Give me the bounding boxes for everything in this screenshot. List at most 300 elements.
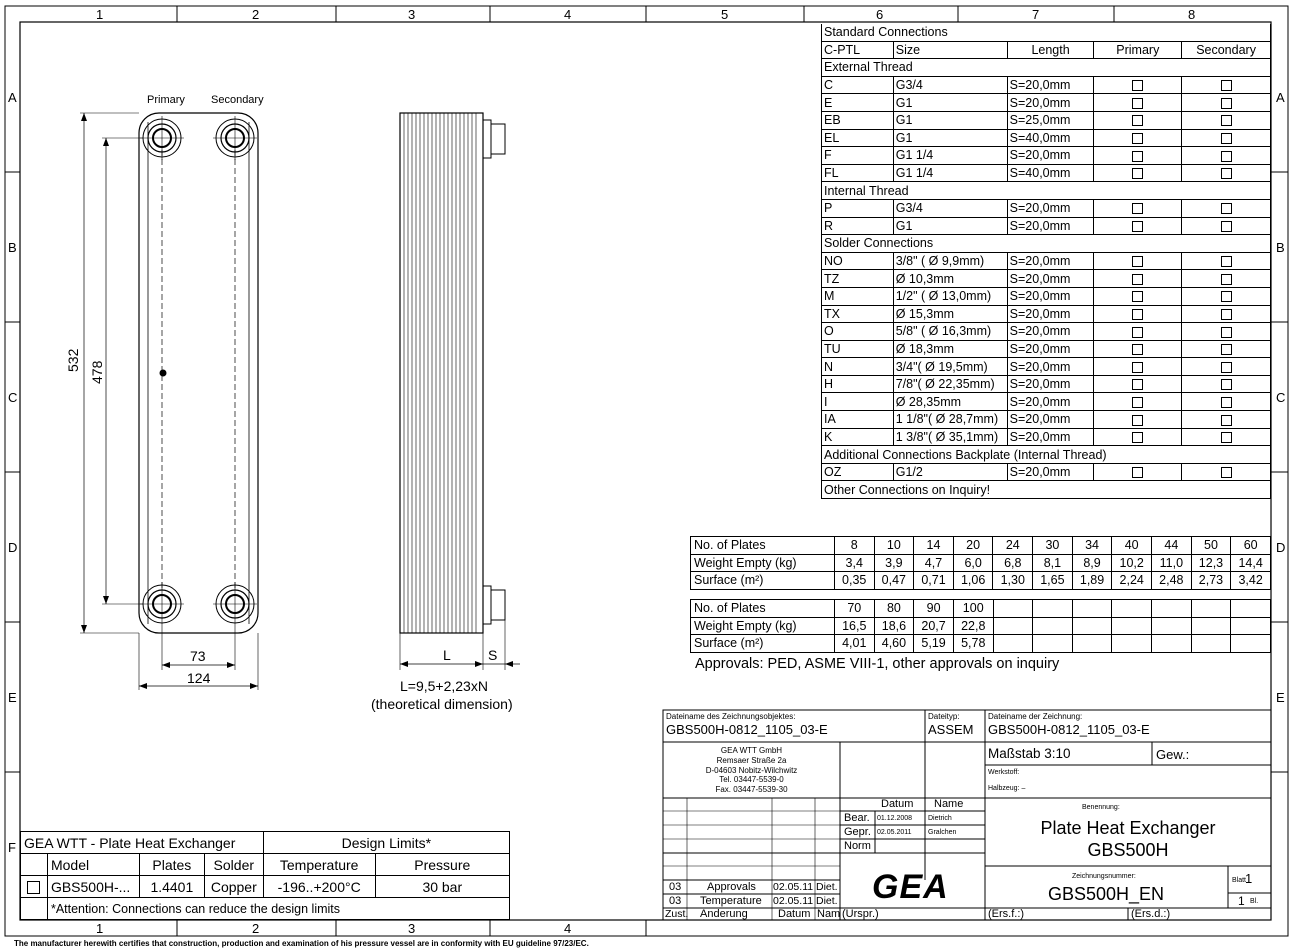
primary-checkbox[interactable] xyxy=(1132,274,1143,285)
col-label-4: 4 xyxy=(564,7,572,22)
col-label-bottom-2: 2 xyxy=(252,921,260,936)
design-limits-heading: Design Limits* xyxy=(263,832,509,854)
front-view xyxy=(80,113,258,690)
secondary-checkbox[interactable] xyxy=(1221,80,1232,91)
solder-value: Copper xyxy=(204,876,263,898)
cell: 1,89 xyxy=(1072,572,1112,590)
length: S=20,0mm xyxy=(1007,375,1094,393)
cell xyxy=(1112,600,1152,618)
connections-title: Standard Connections xyxy=(822,24,1271,41)
secondary-checkbox[interactable] xyxy=(1221,432,1232,443)
row-label-right-b: B xyxy=(1276,240,1285,255)
secondary-checkbox[interactable] xyxy=(1221,344,1232,355)
primary-checkbox[interactable] xyxy=(1132,98,1143,109)
size: 3/4"( Ø 19,5mm) xyxy=(893,358,1007,376)
size: 1 1/8"( Ø 28,7mm) xyxy=(893,411,1007,429)
length: S=20,0mm xyxy=(1007,217,1094,235)
revision-1-zust: 03 xyxy=(669,881,682,893)
designation xyxy=(985,817,1271,861)
length: S=40,0mm xyxy=(1007,129,1094,147)
header-plates: Plates xyxy=(139,854,204,876)
header-length: Length xyxy=(1007,41,1094,59)
connection-row xyxy=(822,393,1271,411)
drawing-filename-value: GBS500H-0812_1105_03-E xyxy=(988,722,1150,737)
gepr-label: Gepr. xyxy=(844,826,871,838)
revision-2-name: Diet. xyxy=(816,895,838,907)
row-label: Surface (m²) xyxy=(691,635,835,653)
code: E xyxy=(822,94,894,112)
size: G1 1/4 xyxy=(893,164,1007,182)
plates-table-2 xyxy=(690,599,1271,653)
secondary-checkbox[interactable] xyxy=(1221,415,1232,426)
col-label-7: 7 xyxy=(1032,7,1040,22)
col-label-2: 2 xyxy=(252,7,260,22)
cell: 0,71 xyxy=(914,572,954,590)
connection-row xyxy=(822,428,1271,446)
cell: 30 xyxy=(1033,537,1073,555)
drawing-number: GBS500H_EN xyxy=(1048,884,1165,904)
cell: 8,1 xyxy=(1033,554,1073,572)
cell xyxy=(1112,635,1152,653)
group-solder-connections: Solder Connections xyxy=(822,235,1271,253)
cell xyxy=(1152,600,1192,618)
cell: 100 xyxy=(953,600,993,618)
code: TZ xyxy=(822,270,894,288)
length: S=20,0mm xyxy=(1007,428,1094,446)
sheet-count: 1 xyxy=(1238,894,1245,908)
cell: 5,19 xyxy=(914,635,954,653)
col-label-6: 6 xyxy=(876,7,884,22)
cell: 40 xyxy=(1112,537,1152,555)
cell: 14 xyxy=(914,537,954,555)
connection-row xyxy=(822,323,1271,341)
drawing-filename-label: Dateiname der Zeichnung: xyxy=(988,712,1083,721)
gepr-name: Gralchen xyxy=(928,829,957,836)
cell xyxy=(1191,617,1231,635)
col-label-1: 1 xyxy=(96,7,104,22)
model-row xyxy=(21,876,510,898)
replaces-label: (Ers.f.:) xyxy=(988,908,1025,920)
cell: 3,4 xyxy=(834,554,874,572)
design-limits-title: GEA WTT - Plate Heat Exchanger xyxy=(21,832,264,854)
dim-s: S xyxy=(488,647,498,663)
revision-1-change: Approvals xyxy=(707,881,756,893)
rev-header-date: Datum xyxy=(778,908,811,920)
primary-checkbox[interactable] xyxy=(1132,467,1143,478)
length: S=20,0mm xyxy=(1007,463,1094,481)
cell: 1,06 xyxy=(953,572,993,590)
connection-row xyxy=(822,94,1271,112)
dim-height-ports: 478 xyxy=(89,360,105,384)
primary-checkbox[interactable] xyxy=(1132,415,1143,426)
original-label: (Urspr.) xyxy=(842,908,879,920)
material-label: Werkstoff: xyxy=(988,769,1020,776)
cell: 22,8 xyxy=(953,617,993,635)
size: G3/4 xyxy=(893,76,1007,94)
norm-label: Norm xyxy=(844,840,871,852)
approvals-text: Approvals: PED, ASME VIII-1, other approvals on inquiry xyxy=(695,656,1060,672)
secondary-checkbox[interactable] xyxy=(1221,256,1232,267)
rev-header-change: Änderung xyxy=(700,908,748,920)
cell: 11,0 xyxy=(1152,554,1192,572)
code: P xyxy=(822,199,894,217)
dim-width-ports: 73 xyxy=(190,648,206,664)
size: G3/4 xyxy=(893,199,1007,217)
cell: 0,47 xyxy=(874,572,914,590)
row-label-d: D xyxy=(8,540,18,555)
primary-checkbox[interactable] xyxy=(1132,397,1143,408)
cell: 1,65 xyxy=(1033,572,1073,590)
size: G1 1/4 xyxy=(893,147,1007,165)
row-label: Surface (m²) xyxy=(691,572,835,590)
code: R xyxy=(822,217,894,235)
connection-row xyxy=(822,111,1271,129)
row-label-right-e: E xyxy=(1276,690,1285,705)
designation-line-1: Plate Heat Exchanger xyxy=(1040,818,1216,838)
length: S=20,0mm xyxy=(1007,340,1094,358)
cell: 18,6 xyxy=(874,617,914,635)
code: K xyxy=(822,428,894,446)
header-solder: Solder xyxy=(204,854,263,876)
length: S=40,0mm xyxy=(1007,164,1094,182)
semi-finished-label: Halbzeug: – xyxy=(988,785,1026,792)
connection-row xyxy=(822,270,1271,288)
conformity-note: The manufacturer herewith certifies that construction, production and examination of his pressure vessel are in conformity with EU guideline 97/23/EC. xyxy=(14,939,589,948)
size: Ø 18,3mm xyxy=(893,340,1007,358)
revision-2-date: 02.05.11 xyxy=(773,895,814,907)
cell: 6,0 xyxy=(953,554,993,572)
secondary-checkbox[interactable] xyxy=(1221,115,1232,126)
code: OZ xyxy=(822,463,894,481)
row-label-right-c: C xyxy=(1276,390,1286,405)
bear-label: Bear. xyxy=(844,812,870,824)
cell xyxy=(993,617,1033,635)
cell xyxy=(1231,617,1271,635)
plates-row xyxy=(691,537,1271,555)
length: S=20,0mm xyxy=(1007,323,1094,341)
code: H xyxy=(822,375,894,393)
size: G1 xyxy=(893,217,1007,235)
company-street: Remsaer Straße 2a xyxy=(716,755,787,765)
size: G1 xyxy=(893,129,1007,147)
connection-row xyxy=(822,199,1271,217)
code: M xyxy=(822,287,894,305)
row-label-right-d: D xyxy=(1276,540,1286,555)
company-phone: Tel. 03447-5539-0 xyxy=(719,775,784,785)
gepr-date: 02.05.2011 xyxy=(877,829,912,836)
row-label: Weight Empty (kg) xyxy=(691,617,835,635)
row-label: No. of Plates xyxy=(691,600,835,618)
length: S=20,0mm xyxy=(1007,76,1094,94)
length: S=20,0mm xyxy=(1007,147,1094,165)
rev-header-zust: Zust. xyxy=(665,908,689,920)
primary-checkbox[interactable] xyxy=(1132,133,1143,144)
cell: 50 xyxy=(1191,537,1231,555)
weight-row xyxy=(691,554,1271,572)
code: N xyxy=(822,358,894,376)
cell xyxy=(1033,600,1073,618)
cell xyxy=(1033,617,1073,635)
bear-date: 01.12.2008 xyxy=(877,815,913,822)
surface-row xyxy=(691,572,1271,590)
cell xyxy=(1072,635,1112,653)
secondary-checkbox[interactable] xyxy=(1221,362,1232,373)
header-temperature: Temperature xyxy=(263,854,375,876)
header-cptl: C-PTL xyxy=(822,41,894,59)
cell: 34 xyxy=(1072,537,1112,555)
primary-checkbox[interactable] xyxy=(1132,221,1143,232)
primary-checkbox[interactable] xyxy=(1132,151,1143,162)
connections-table xyxy=(821,24,1271,499)
secondary-checkbox[interactable] xyxy=(1221,98,1232,109)
length: S=20,0mm xyxy=(1007,358,1094,376)
weight-row xyxy=(691,617,1271,635)
cell: 12,3 xyxy=(1191,554,1231,572)
secondary-checkbox[interactable] xyxy=(1221,221,1232,232)
plates-table-1 xyxy=(690,536,1271,590)
connection-row xyxy=(822,340,1271,358)
cell: 16,5 xyxy=(834,617,874,635)
weight-label: Gew.: xyxy=(1156,747,1190,762)
primary-checkbox[interactable] xyxy=(1132,379,1143,390)
group-external-thread: External Thread xyxy=(822,59,1271,77)
cell: 14,4 xyxy=(1231,554,1271,572)
cell: 20 xyxy=(953,537,993,555)
secondary-checkbox[interactable] xyxy=(1221,327,1232,338)
connection-row xyxy=(822,217,1271,235)
connection-row xyxy=(822,129,1271,147)
pressure-value: 30 bar xyxy=(375,876,509,898)
scale-text: Maßstab 3:10 xyxy=(988,746,1071,761)
primary-checkbox[interactable] xyxy=(1132,309,1143,320)
size: 3/8" ( Ø 9,9mm) xyxy=(893,252,1007,270)
cell: 3,9 xyxy=(874,554,914,572)
secondary-checkbox[interactable] xyxy=(1221,397,1232,408)
primary-checkbox[interactable] xyxy=(1132,362,1143,373)
primary-checkbox[interactable] xyxy=(1132,256,1143,267)
secondary-checkbox[interactable] xyxy=(1221,291,1232,302)
cell: 3,42 xyxy=(1231,572,1271,590)
secondary-checkbox[interactable] xyxy=(1221,274,1232,285)
surface-row xyxy=(691,635,1271,653)
bear-name: Dietrich xyxy=(928,815,952,822)
revision-1-name: Diet. xyxy=(816,881,838,893)
side-view xyxy=(400,113,520,670)
code: I xyxy=(822,393,894,411)
cell xyxy=(1152,617,1192,635)
object-filename-label: Dateiname des Zeichnungsobjektes: xyxy=(666,712,796,721)
cell: 8,9 xyxy=(1072,554,1112,572)
size: 5/8" ( Ø 16,3mm) xyxy=(893,323,1007,341)
primary-checkbox[interactable] xyxy=(1132,115,1143,126)
cell: 10 xyxy=(874,537,914,555)
company-address xyxy=(663,746,840,795)
length: S=20,0mm xyxy=(1007,199,1094,217)
cell xyxy=(993,635,1033,653)
length: S=20,0mm xyxy=(1007,411,1094,429)
cell: 70 xyxy=(834,600,874,618)
code: C xyxy=(822,76,894,94)
model-checkbox[interactable] xyxy=(27,881,40,894)
connection-row xyxy=(822,76,1271,94)
cell: 6,8 xyxy=(993,554,1033,572)
revision-1-date: 02.05.11 xyxy=(773,881,814,893)
company-fax: Fax. 03447-5539-30 xyxy=(715,785,788,795)
cell xyxy=(1191,635,1231,653)
cell: 4,60 xyxy=(874,635,914,653)
size: 1 3/8"( Ø 35,1mm) xyxy=(893,428,1007,446)
cell xyxy=(1112,617,1152,635)
secondary-checkbox[interactable] xyxy=(1221,151,1232,162)
secondary-checkbox[interactable] xyxy=(1221,168,1232,179)
size: G1/2 xyxy=(893,463,1007,481)
cell xyxy=(1152,635,1192,653)
dim-height-total: 532 xyxy=(65,348,81,372)
dim-length: L xyxy=(443,647,451,663)
secondary-checkbox[interactable] xyxy=(1221,133,1232,144)
design-limits-note: *Attention: Connections can reduce the design limits xyxy=(47,898,509,920)
primary-checkbox[interactable] xyxy=(1132,168,1143,179)
connection-row xyxy=(822,358,1271,376)
secondary-checkbox[interactable] xyxy=(1221,379,1232,390)
revision-2-zust: 03 xyxy=(669,895,682,907)
cell: 2,48 xyxy=(1152,572,1192,590)
length: S=20,0mm xyxy=(1007,305,1094,323)
code: F xyxy=(822,147,894,165)
cell xyxy=(1072,617,1112,635)
cell xyxy=(993,600,1033,618)
primary-checkbox[interactable] xyxy=(1132,80,1143,91)
designation-line-2: GBS500H xyxy=(1087,840,1169,860)
size: Ø 15,3mm xyxy=(893,305,1007,323)
cell xyxy=(1231,600,1271,618)
code: O xyxy=(822,323,894,341)
size: G1 xyxy=(893,94,1007,112)
col-label-8: 8 xyxy=(1188,7,1196,22)
group-additional-connections: Additional Connections Backplate (Internal Thread) xyxy=(822,446,1271,464)
col-label-3: 3 xyxy=(408,7,416,22)
connection-row xyxy=(822,411,1271,429)
col-label-bottom-3: 3 xyxy=(408,921,416,936)
company-city: D-04603 Nobitz-Wilchwitz xyxy=(705,765,798,775)
col-label-bottom-1: 1 xyxy=(96,921,104,936)
row-label-right-a: A xyxy=(1276,90,1285,105)
plates-row xyxy=(691,600,1271,618)
row-label: No. of Plates xyxy=(691,537,835,555)
header-secondary: Secondary xyxy=(1182,41,1271,59)
length: S=20,0mm xyxy=(1007,287,1094,305)
cell: 4,01 xyxy=(834,635,874,653)
cell: 44 xyxy=(1152,537,1192,555)
cell: 1,30 xyxy=(993,572,1033,590)
cell: 10,2 xyxy=(1112,554,1152,572)
model-value: GBS500H-... xyxy=(47,876,139,898)
object-filename-value: GBS500H-0812_1105_03-E xyxy=(666,722,828,737)
row-label-f: F xyxy=(8,840,16,855)
design-limits-table xyxy=(20,831,510,920)
primary-checkbox[interactable] xyxy=(1132,344,1143,355)
length: S=20,0mm xyxy=(1007,94,1094,112)
group-internal-thread: Internal Thread xyxy=(822,182,1271,200)
cell: 2,24 xyxy=(1112,572,1152,590)
primary-checkbox[interactable] xyxy=(1132,203,1143,214)
cell: 24 xyxy=(993,537,1033,555)
designation-label: Benennung: xyxy=(1082,804,1120,811)
secondary-checkbox[interactable] xyxy=(1221,203,1232,214)
connection-row xyxy=(822,375,1271,393)
code: EL xyxy=(822,129,894,147)
col-label-bottom-4: 4 xyxy=(564,921,572,936)
file-type-label: Dateityp: xyxy=(928,712,960,721)
rev-header-name: Nam xyxy=(817,908,841,920)
sheet-number: 1 xyxy=(1245,871,1253,886)
header-primary: Primary xyxy=(1094,41,1182,59)
length: S=20,0mm xyxy=(1007,270,1094,288)
secondary-label: Secondary xyxy=(211,94,264,106)
size: 1/2" ( Ø 13,0mm) xyxy=(893,287,1007,305)
cell: 80 xyxy=(874,600,914,618)
date-column-header: Datum xyxy=(881,798,914,810)
row-label: Weight Empty (kg) xyxy=(691,554,835,572)
file-type-value: ASSEM xyxy=(928,722,974,737)
cell: 90 xyxy=(914,600,954,618)
code: EB xyxy=(822,111,894,129)
col-label-5: 5 xyxy=(721,7,729,22)
length-formula: L=9,5+2,23xN xyxy=(400,678,488,694)
cell: 20,7 xyxy=(914,617,954,635)
dim-width-total: 124 xyxy=(187,670,211,686)
row-label-c: C xyxy=(8,390,18,405)
code: TX xyxy=(822,305,894,323)
cell: 60 xyxy=(1231,537,1271,555)
connection-row xyxy=(822,164,1271,182)
primary-checkbox[interactable] xyxy=(1132,327,1143,338)
replaced-by-label: (Ers.d.:) xyxy=(1131,908,1171,920)
cell: 4,7 xyxy=(914,554,954,572)
connection-row xyxy=(822,305,1271,323)
header-pressure: Pressure xyxy=(375,854,509,876)
cell xyxy=(1072,600,1112,618)
revision-2-change: Temperature xyxy=(700,895,762,907)
gea-logo xyxy=(840,866,985,908)
primary-checkbox[interactable] xyxy=(1132,432,1143,443)
cell xyxy=(1191,600,1231,618)
name-column-header: Name xyxy=(934,798,964,810)
cell: 8 xyxy=(834,537,874,555)
length: S=25,0mm xyxy=(1007,111,1094,129)
gea-logo-text: GEA xyxy=(872,868,949,906)
primary-checkbox[interactable] xyxy=(1132,291,1143,302)
header-size: Size xyxy=(893,41,1007,59)
size: G1 xyxy=(893,111,1007,129)
size: Ø 28,35mm xyxy=(893,393,1007,411)
connection-row xyxy=(822,287,1271,305)
connection-row xyxy=(822,147,1271,165)
size: 7/8"( Ø 22,35mm) xyxy=(893,375,1007,393)
row-label-a: A xyxy=(8,90,17,105)
length: S=20,0mm xyxy=(1007,393,1094,411)
drawing-number-label: Zeichnungsnummer: xyxy=(1072,873,1136,880)
company-name: GEA WTT GmbH xyxy=(720,746,783,755)
cell xyxy=(1231,635,1271,653)
cell: 2,73 xyxy=(1191,572,1231,590)
cell: 5,78 xyxy=(953,635,993,653)
code: TU xyxy=(822,340,894,358)
code: NO xyxy=(822,252,894,270)
header-model: Model xyxy=(47,854,139,876)
secondary-checkbox[interactable] xyxy=(1221,467,1232,478)
secondary-checkbox[interactable] xyxy=(1221,309,1232,320)
